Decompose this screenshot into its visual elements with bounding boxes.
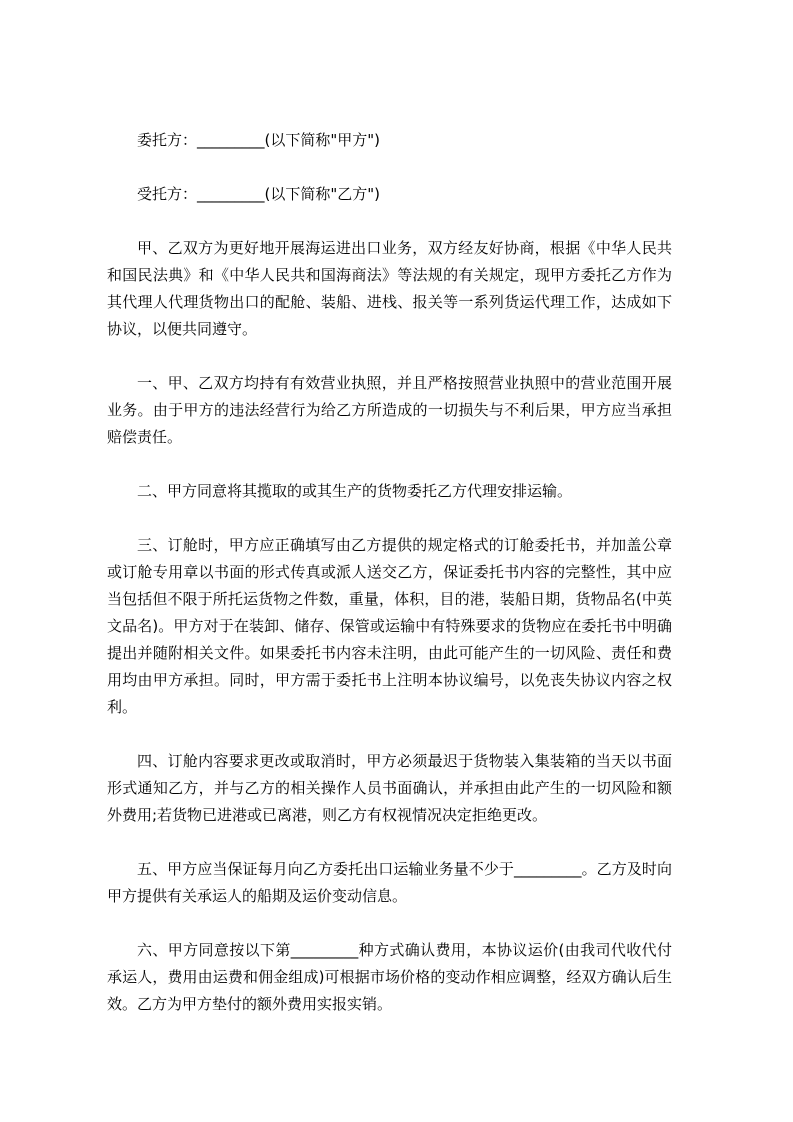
spacer xyxy=(107,154,672,181)
spacer xyxy=(107,451,672,478)
preamble-paragraph: 甲、乙双方为更好地开展海运进出口业务，双方经友好协商，根据《中华人民共和国民法典》和《中华人民共和国海商法》等法规的有关规定，现甲方委托乙方作为其代理人代理货物出口的配舱、装船、进栈、报关等一系列货运代理工作，达成如下协议，以便共同遵守。 xyxy=(107,239,672,338)
principal-party-line: 委托方：_________(以下简称"甲方") xyxy=(137,131,381,149)
clause-3-paragraph: 三、订舱时，甲方应正确填写由乙方提供的规定格式的订舱委托书，并加盖公章或订舱专用章以书面的形式传真或派人送交乙方，保证委托书内容的完整性，其中应当包括但不限于所托运货物之件数，重量，体积，目的港，装船日期，货物品名(中英文品名)。甲方对于在装卸、储存、保管或运输中有特殊要求的货物应在委托书中明确提出并随附相关文件。如果委托书内容未注明，由此可能产生的一切风险、责任和费用均由甲方承担。同时，甲方需于委托书上注明本协议编号，以免丧失协议内容之权利。 xyxy=(107,536,672,716)
spacer xyxy=(107,343,672,370)
spacer xyxy=(107,208,672,235)
clause-5-paragraph: 五、甲方应当保证每月向乙方委托出口运输业务量不少于_________。乙方及时向甲方提供有关承运人的船期及运价变动信息。 xyxy=(107,860,672,905)
clause-2-paragraph: 二、甲方同意将其揽取的或其生产的货物委托乙方代理安排运输。 xyxy=(137,482,573,500)
clause-6-paragraph: 六、甲方同意按以下第_________种方式确认费用，本协议运价(由我司代收代付承运人，费用由运费和佣金组成)可根据市场价格的变动作相应调整，经双方确认后生效。乙方为甲方垫付的额外费用实报实销。 xyxy=(107,941,672,1013)
spacer xyxy=(107,721,672,748)
clause-4-paragraph: 四、订舱内容要求更改或取消时，甲方必须最迟于货物装入集装箱的当天以书面形式通知乙方，并与乙方的相关操作人员书面确认，并承担由此产生的一切风险和额外费用;若货物已进港或已离港，则乙方有权视情况决定拒绝更改。 xyxy=(107,752,672,824)
clause-1-paragraph: 一、甲、乙双方均持有有效营业执照，并且严格按照营业执照中的营业范围开展业务。由于甲方的违法经营行为给乙方所造成的一切损失与不利后果，甲方应当承担赔偿责任。 xyxy=(107,374,672,446)
spacer xyxy=(107,505,672,532)
spacer xyxy=(107,910,672,937)
agent-party-line: 受托方：_________(以下简称"乙方") xyxy=(137,185,381,203)
document-body xyxy=(107,127,672,1018)
spacer xyxy=(107,829,672,856)
